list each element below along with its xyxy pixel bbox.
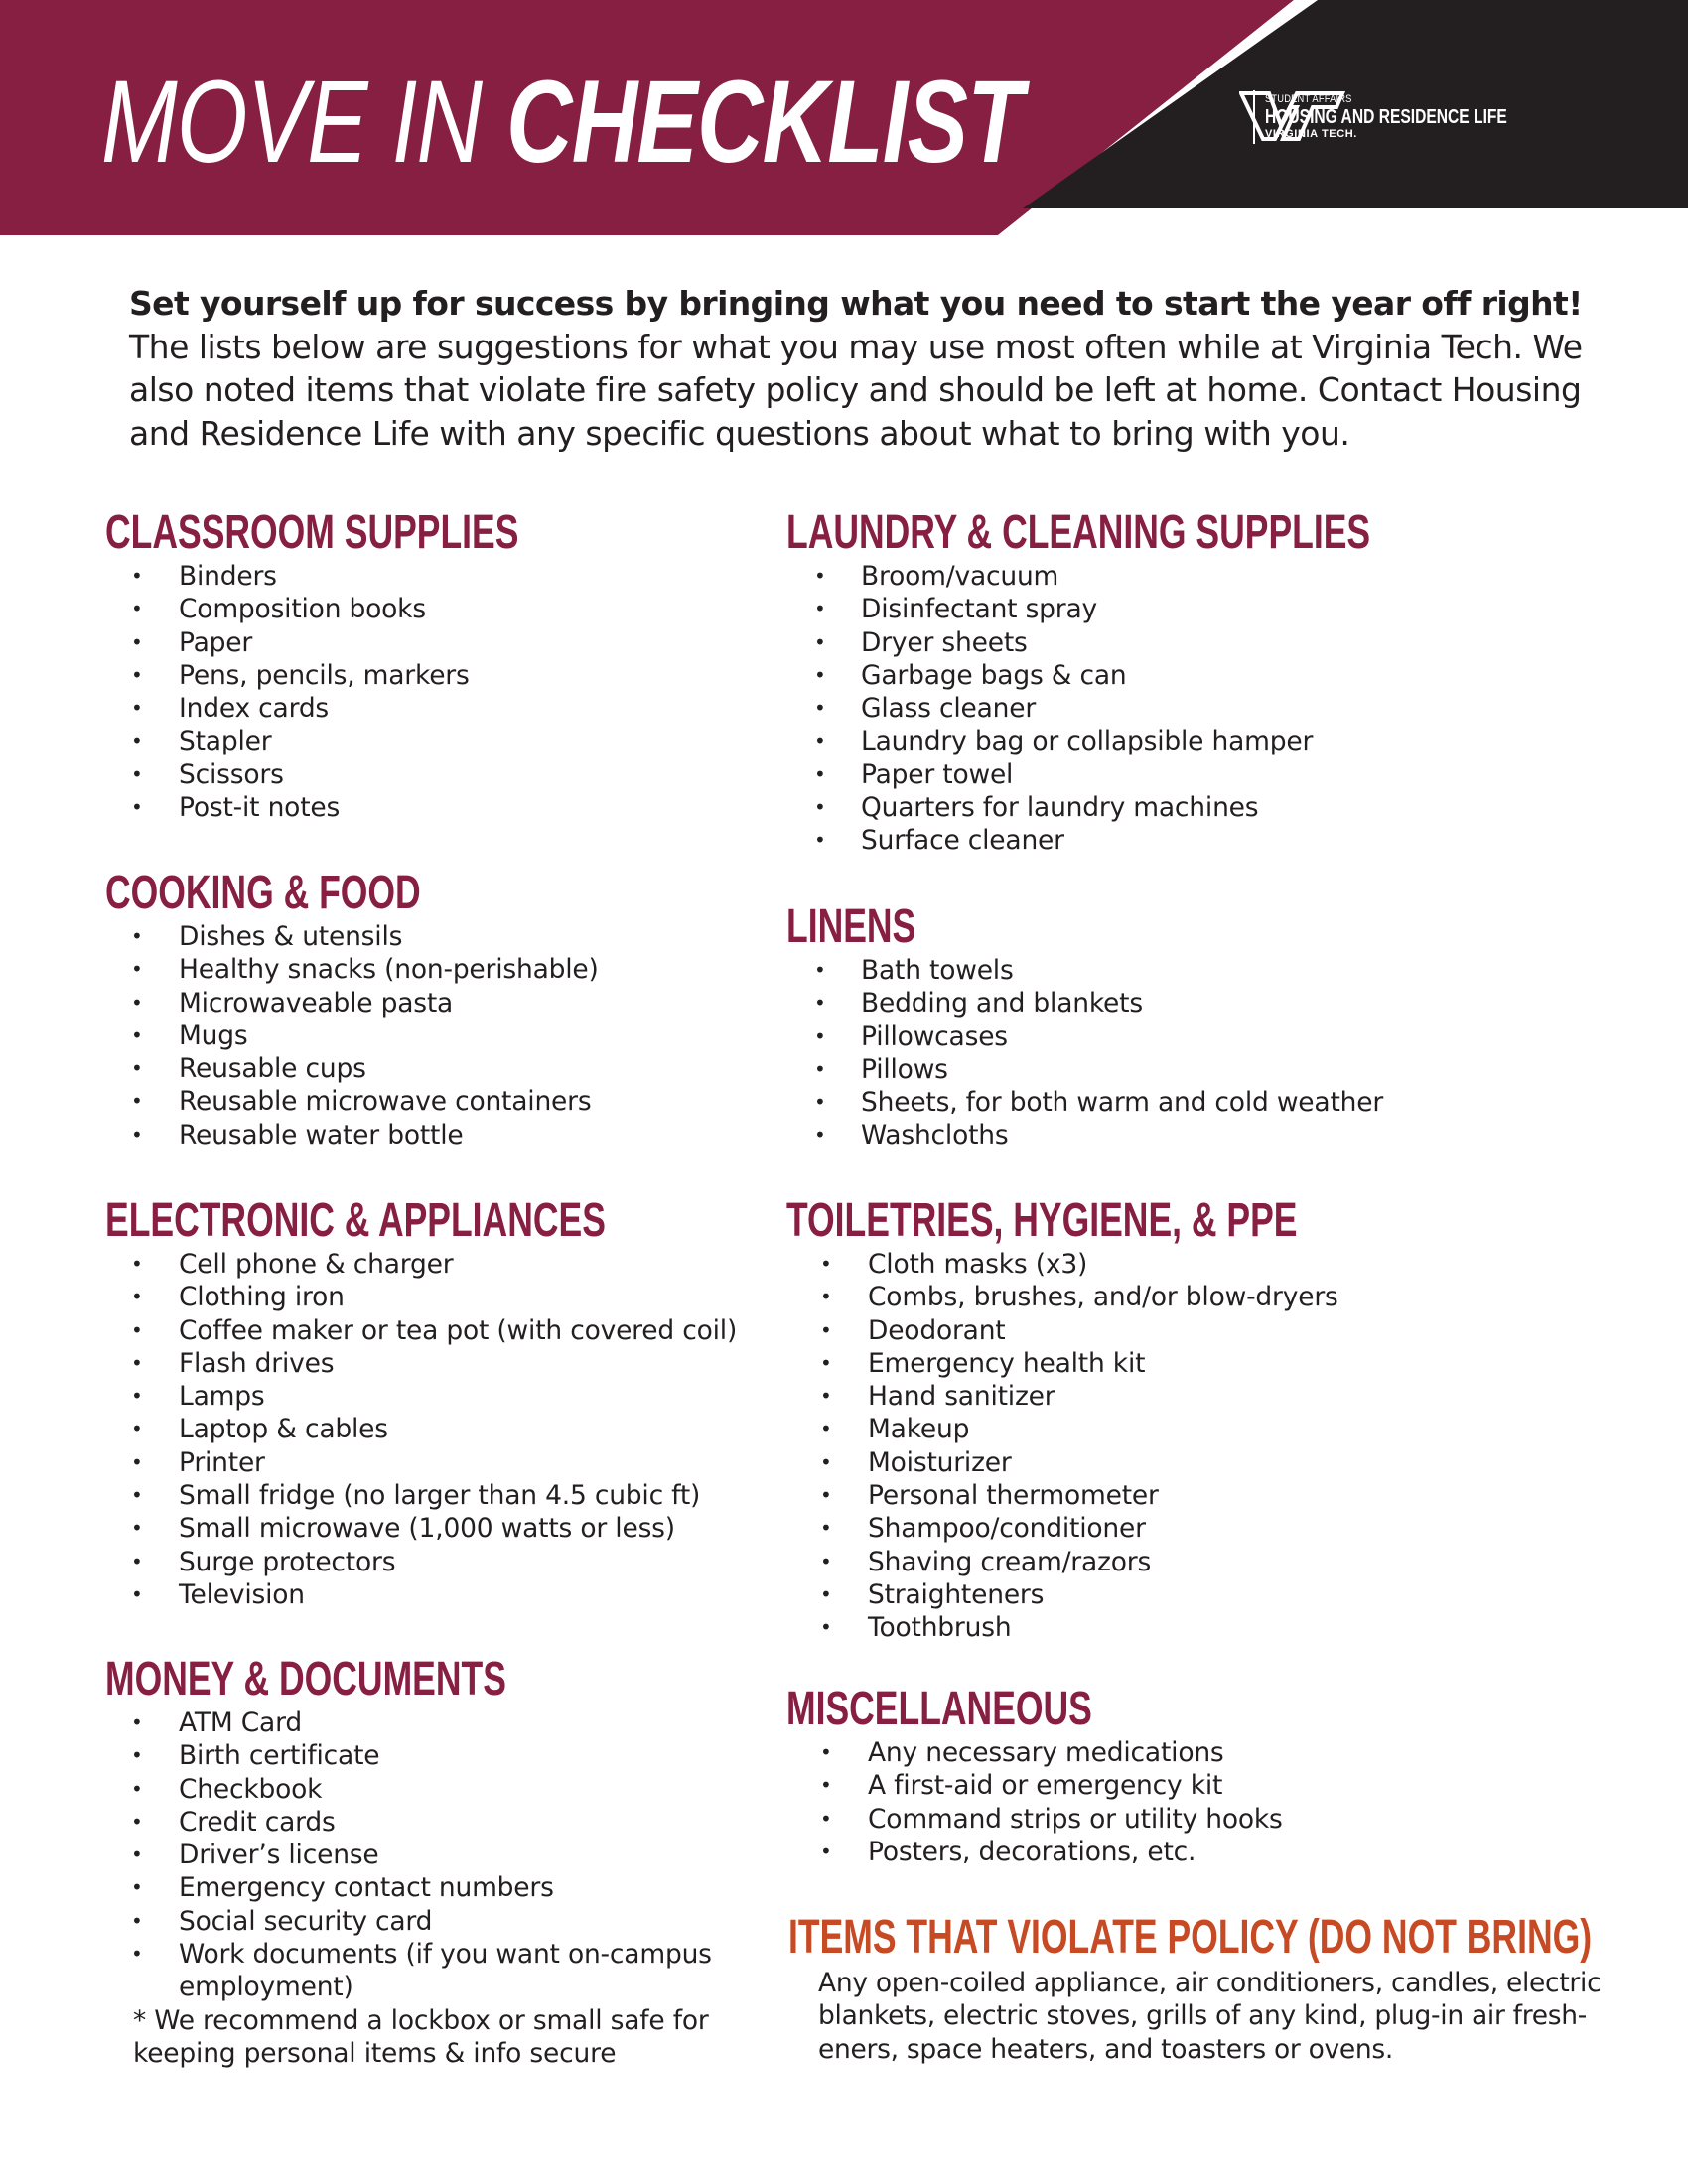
checklist-item [786,987,1383,1020]
checklist-item-label: Index cards [179,693,330,725]
checklist-item-label: Straighteners [868,1578,1045,1610]
checklist-item [105,1052,599,1085]
bullet-icon: • [131,1089,143,1114]
checklist-item-label: Composition books [179,594,426,625]
bullet-icon: • [814,761,826,786]
checklist-item-label: Flash drives [179,1347,335,1379]
checklist-item [105,1905,741,1938]
policy-title: ITEMS THAT VIOLATE POLICY (DO NOT BRING) [788,1911,1593,1964]
checklist-item-label: Posters, decorations, etc. [868,1836,1196,1867]
bullet-icon: • [820,1516,832,1541]
bullet-icon: • [820,1549,832,1573]
bullet-icon: • [131,1449,143,1474]
checklist-item-label: Paper towel [861,758,1014,790]
bullet-icon: • [131,1350,143,1375]
checklist-item [786,954,1383,987]
checklist-item-label: Pillows [861,1053,948,1085]
bullet-icon: • [814,564,826,588]
checklist-item [786,1413,1477,1445]
bullet-icon: • [820,1581,832,1606]
checklist-item-label: Laptop & cables [179,1414,388,1445]
checklist-item-label: Checkbook [179,1773,323,1805]
checklist-item [105,1512,781,1545]
checklist-item-label: Pillowcases [861,1021,1008,1052]
section-policy [788,1911,1613,2066]
checklist-item-label: Command strips or utility hooks [868,1803,1283,1835]
checklist-item-label: Scissors [179,758,284,790]
checklist-item [786,1347,1477,1380]
checklist-item [786,1380,1477,1413]
checklist-item-label: Toothbrush [868,1612,1012,1644]
checklist-item [786,1803,1283,1836]
section-cooking [105,867,599,1152]
section-electronics [105,1194,781,1611]
bullet-icon: • [814,696,826,721]
checklist-item-label: Bedding and blankets [861,988,1143,1020]
checklist-item-label: Glass cleaner [861,693,1037,725]
checklist-item-label: Credit cards [179,1806,336,1838]
checklist-item-label: Pens, pencils, markers [179,659,470,691]
checklist-item [105,1546,781,1578]
bullet-icon: • [131,1743,143,1768]
section-laundry [786,506,1576,858]
checklist [786,560,1576,858]
checklist-item-label: A first-aid or emergency kit [868,1770,1223,1802]
page-title [101,58,1023,187]
checklist [105,1248,781,1611]
checklist-item-label: Printer [179,1446,265,1478]
checklist [105,560,664,824]
bullet-icon: • [131,1384,143,1409]
intro-paragraph [129,282,1599,455]
checklist-item [105,1020,599,1052]
checklist-item [786,791,1576,824]
checklist-item-label: Reusable microwave containers [179,1086,592,1118]
checklist-item [786,1021,1383,1053]
bullet-icon: • [820,1740,832,1764]
bullet-icon: • [820,1839,832,1863]
bullet-icon: • [814,662,826,687]
bullet-icon: • [131,729,143,753]
bullet-icon: • [131,597,143,621]
bullet-icon: • [820,1449,832,1474]
bullet-icon: • [820,1773,832,1798]
checklist-item-label: Shampoo/conditioner [868,1513,1146,1545]
checklist-item-label: Garbage bags & can [861,659,1127,691]
checklist-item-label: Microwaveable pasta [179,987,454,1019]
bullet-icon: • [814,828,826,853]
checklist-item [105,1839,741,1871]
checklist-item [105,1578,781,1611]
bullet-icon: • [131,1122,143,1147]
checklist-item-label: Clothing iron [179,1282,345,1313]
bullet-icon: • [820,1317,832,1342]
checklist-item [105,1773,741,1806]
checklist-item-label: Makeup [868,1414,970,1445]
title-bold: CHECKLIST [506,57,1023,188]
checklist-item-label: Dryer sheets [861,626,1028,658]
brand-lockup [1239,87,1576,147]
bullet-icon: • [814,1123,826,1148]
bullet-icon: • [131,795,143,820]
checklist-item [786,1053,1383,1086]
checklist-item-label: Deodorant [868,1314,1006,1346]
checklist-item-label: Binders [179,561,277,592]
checklist-item-label: Small fridge (no larger than 4.5 cubic ft) [179,1480,701,1512]
brand-institution: VIRGINIA TECH. [1265,128,1357,140]
checklist-item [105,1871,741,1904]
bullet-icon: • [814,629,826,654]
checklist-item [105,626,664,659]
checklist-item [786,725,1576,757]
section-title: MISCELLANEOUS [786,1683,1092,1735]
bullet-icon: • [131,957,143,982]
bullet-icon: • [131,924,143,948]
checklist-item-label: Stapler [179,726,272,757]
checklist-item [105,1085,599,1118]
section-money [105,1653,741,2070]
checklist-item [105,692,664,725]
bullet-icon: • [820,1806,832,1831]
bullet-icon: • [814,1090,826,1115]
checklist-item-label: Cell phone & charger [179,1249,454,1280]
checklist-item [786,1281,1477,1313]
checklist-item [105,1314,781,1347]
checklist-item [105,758,664,791]
checklist-item [105,1706,741,1739]
checklist-item-label: ATM Card [179,1707,302,1738]
checklist-item-label: Small microwave (1,000 watts or less) [179,1513,675,1545]
bullet-icon: • [820,1285,832,1309]
bullet-icon: • [131,761,143,786]
checklist-item [786,824,1576,857]
section-linens [786,900,1383,1153]
bullet-icon: • [131,1516,143,1541]
bullet-icon: • [131,1285,143,1309]
bullet-icon: • [820,1384,832,1409]
checklist-item-label: Television [179,1578,305,1610]
checklist-item [105,593,664,625]
bullet-icon: • [814,991,826,1016]
checklist-item [105,1739,741,1772]
checklist-item [105,560,664,593]
checklist-item [105,1248,781,1281]
checklist-item [786,560,1576,593]
bullet-icon: • [131,564,143,588]
bullet-icon: • [131,1875,143,1900]
bullet-icon: • [131,1483,143,1508]
checklist-item-label: Quarters for laundry machines [861,792,1259,824]
checklist-item-label: Reusable water bottle [179,1119,464,1151]
checklist [105,1706,741,2004]
section-misc [786,1683,1283,1868]
checklist-item [786,1446,1477,1479]
checklist-item [786,1836,1283,1868]
bullet-icon: • [131,1776,143,1801]
checklist-item-label: Lamps [179,1381,265,1413]
checklist-item-label: Laundry bag or collapsible hamper [861,726,1314,757]
checklist-item-label: Emergency health kit [868,1347,1146,1379]
checklist-item [105,1347,781,1380]
bullet-icon: • [131,1023,143,1047]
bullet-icon: • [131,629,143,654]
checklist-item [105,1806,741,1839]
checklist-item-label: Birth certificate [179,1740,380,1772]
bullet-icon: • [820,1483,832,1508]
checklist-item [786,1086,1383,1119]
bullet-icon: • [814,729,826,753]
checklist-item-label: Shaving cream/razors [868,1546,1152,1577]
title-light: MOVE IN [101,57,483,188]
checklist-item [786,1546,1477,1578]
section-title: CLASSROOM SUPPLIES [105,506,519,559]
intro-lead: Set yourself up for success by bringing what you need to start the year off right! [129,284,1583,323]
bullet-icon: • [131,662,143,687]
brand-housing: HOUSING AND RESIDENCE LIFE [1265,106,1507,128]
section-title: LAUNDRY & CLEANING SUPPLIES [786,506,1371,559]
checklist-item [786,692,1576,725]
bullet-icon: • [131,1317,143,1342]
checklist-item-label: Post-it notes [179,792,341,824]
checklist-item-label: Moisturizer [868,1446,1012,1478]
section-title: COOKING & FOOD [105,867,421,919]
bullet-icon: • [814,958,826,982]
checklist-item-label: Surge protectors [179,1546,396,1577]
checklist-item [105,1446,781,1479]
bullet-icon: • [820,1350,832,1375]
checklist-item-label: Reusable cups [179,1053,366,1085]
bullet-icon: • [131,1942,143,1967]
checklist-item [786,1578,1477,1611]
bullet-icon: • [131,990,143,1015]
checklist-item-label: Washcloths [861,1120,1009,1152]
checklist-item [786,1769,1283,1802]
checklist-item-label: Emergency contact numbers [179,1872,554,1904]
bullet-icon: • [820,1252,832,1276]
checklist-item [786,593,1576,625]
checklist-item [786,758,1576,791]
checklist-item [105,1281,781,1313]
checklist-item [786,659,1576,692]
checklist-item-label: Bath towels [861,955,1014,986]
checklist-item-label: Broom/vacuum [861,561,1059,592]
checklist-item [105,1119,599,1152]
bullet-icon: • [814,1056,826,1081]
checklist-item [786,626,1576,659]
checklist-item [786,1119,1383,1152]
header-banner [0,0,1688,238]
checklist-item [105,987,599,1020]
policy-text: Any open-coiled appliance, air conditioners, candles, electric blankets, electric stoves, grills of any kind, plug-in air fresh- eners, space heaters, and toasters or ovens. [818,1968,1602,2065]
checklist [786,954,1383,1153]
bullet-icon: • [814,597,826,621]
checklist-item-label: Coffee maker or tea pot (with covered coil) [179,1314,738,1346]
bullet-icon: • [820,1417,832,1441]
checklist-item-label: Combs, brushes, and/or blow-dryers [868,1282,1338,1313]
section-title: LINENS [786,900,916,953]
checklist [786,1248,1477,1645]
bullet-icon: • [131,1549,143,1573]
bullet-icon: • [131,696,143,721]
checklist-item-label: Work documents (if you want on-campus employment) [179,1939,712,2003]
intro-body: The lists below are suggestions for what you may use most often while at Virginia Tech. We also noted items that violate fire safety policy and should be left at home. Contact Housing and Residence Life with any specific questions about what to bring with you. [129,327,1583,453]
bullet-icon: • [131,1056,143,1081]
checklist-item-label: Hand sanitizer [868,1381,1055,1413]
checklist-item-label: Social security card [179,1905,433,1937]
checklist-item [105,1938,735,2004]
bullet-icon: • [131,1710,143,1734]
section-classroom [105,506,664,824]
checklist-item-label: Dishes & utensils [179,921,403,952]
checklist-item-label: Driver’s license [179,1840,379,1871]
checklist-item [105,920,599,953]
checklist-item [105,1380,781,1413]
brand-student-affairs: STUDENT AFFAIRS [1265,93,1352,105]
checklist-item-label: Paper [179,626,253,658]
checklist-item-label: Cloth masks (x3) [868,1249,1088,1280]
checklist-item-label: Surface cleaner [861,825,1064,857]
section-toiletries [786,1194,1477,1645]
bullet-icon: • [814,1024,826,1048]
checklist-item [105,659,664,692]
checklist-item [786,1248,1477,1281]
bullet-icon: • [131,1417,143,1441]
checklist-item [786,1314,1477,1347]
checklist-item [786,1611,1477,1644]
checklist-item [786,1736,1283,1769]
bullet-icon: • [814,795,826,820]
bullet-icon: • [131,1581,143,1606]
checklist-item [105,1479,781,1512]
section-title: TOILETRIES, HYGIENE, & PPE [786,1194,1298,1247]
checklist [105,920,599,1152]
bullet-icon: • [131,1908,143,1933]
bullet-icon: • [820,1615,832,1640]
checklist-item [105,953,599,986]
checklist-item [786,1479,1477,1512]
checklist-item-label: Healthy snacks (non-perishable) [179,954,599,986]
checklist-item-label: Disinfectant spray [861,594,1098,625]
checklist [786,1736,1283,1868]
section-title: MONEY & DOCUMENTS [105,1653,506,1706]
checklist-item [105,725,664,757]
bullet-icon: • [131,1252,143,1276]
checklist-item-label: Mugs [179,1020,248,1051]
checklist-item [786,1512,1477,1545]
lockbox-note: * We recommend a lockbox or small safe for keeping personal items & info secure [133,2004,709,2069]
checklist-item-label: Sheets, for both warm and cold weather [861,1087,1384,1119]
checklist-item [105,1413,781,1445]
bullet-icon: • [131,1809,143,1834]
bullet-icon: • [131,1843,143,1867]
section-title: ELECTRONIC & APPLIANCES [105,1194,606,1247]
checklist-item-label: Any necessary medications [868,1737,1224,1768]
checklist-item-label: Personal thermometer [868,1480,1159,1512]
checklist-item [105,791,664,824]
